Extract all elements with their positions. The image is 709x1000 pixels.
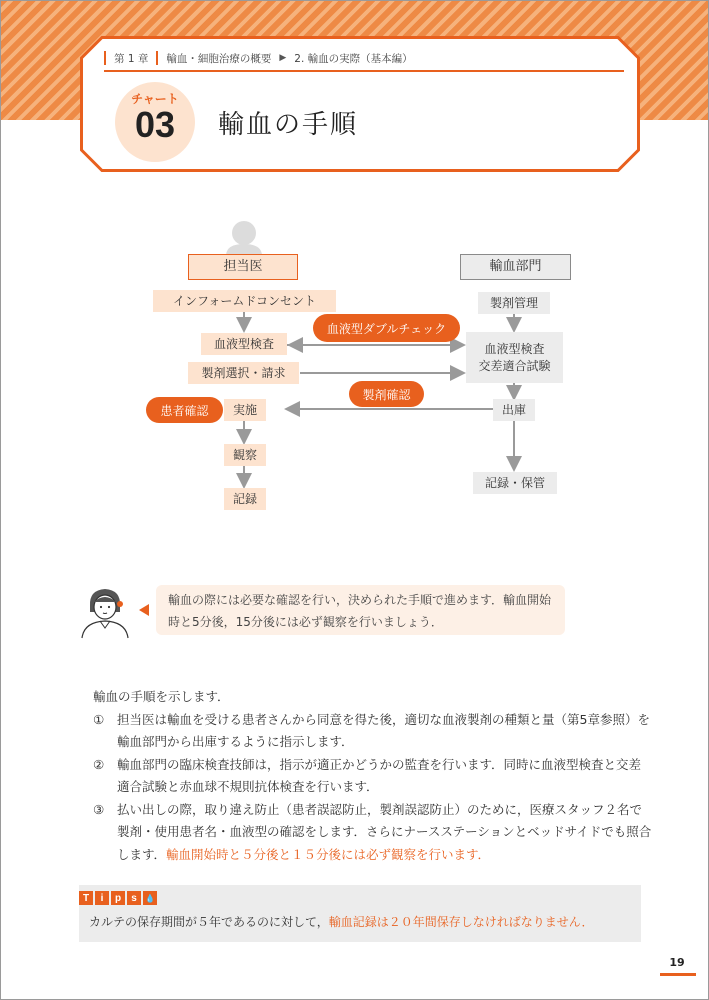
- step-record-storage: 記録・保管: [473, 472, 557, 494]
- body-item: [93, 709, 653, 754]
- doctor-header: 担当医: [188, 254, 298, 280]
- body-item: [93, 799, 653, 867]
- step-observation: 観察: [224, 444, 266, 466]
- nurse-avatar-icon: [76, 582, 134, 640]
- blood-drop-icon: 💧: [143, 891, 157, 905]
- body-item-number: ③: [93, 801, 105, 817]
- breadcrumb-arrow-icon: ▶: [279, 53, 287, 63]
- pill-blood-type-double-check: 血液型ダブルチェック: [313, 314, 460, 342]
- tips-text: [89, 913, 594, 930]
- step-record: 記録: [224, 488, 266, 510]
- body-text: [93, 686, 653, 866]
- tips-badge-letter: i: [95, 891, 109, 905]
- body-item: [93, 754, 653, 799]
- step-execution: 実施: [224, 399, 266, 421]
- body-item-content: [117, 799, 653, 867]
- body-item-number: ①: [93, 711, 105, 727]
- tips-badge-letter: s: [127, 891, 141, 905]
- tips-badge-letter: T: [79, 891, 93, 905]
- body-item-number: ②: [93, 756, 105, 772]
- tips-text-highlight: 輸血記録は２０年間保存しなければなりません．: [328, 915, 594, 929]
- body-item-highlight: 輸血開始時と５分後と１５分後には必ず観察を行います．: [166, 846, 491, 862]
- doctor-person-icon: [226, 221, 262, 256]
- chart-label: チャート: [131, 92, 179, 106]
- body-item-text: 輸血部門の臨床検査技師は，指示が適正かどうかの監査を行います．同時に血液型検査と交差適合試験と赤血球不規則抗体検査を行います．: [117, 756, 642, 794]
- chart-number: 03: [134, 104, 176, 145]
- pill-patient-check: 患者確認: [146, 397, 223, 423]
- pill-product-check: 製剤確認: [349, 381, 424, 407]
- step-product-request: 製剤選択・請求: [188, 362, 299, 384]
- step-blood-type-test: 血液型検査: [201, 333, 287, 355]
- page-number-bar: [660, 973, 696, 976]
- step-informed-consent: インフォームドコンセント: [153, 290, 336, 312]
- breadcrumb-chapter: 第 1 章: [114, 52, 149, 65]
- breadcrumb-subsection: 2. 輸血の実際（基本編）: [294, 52, 413, 65]
- page-title: 輸血の手順: [218, 110, 359, 140]
- body-item-text: 払い出しの際，取り違え防止（患者誤認防止，製剤誤認防止）のために，医療スタッフ２名で製剤・使用患者名・血液型の確認をします．さらにナースステーションとベッドサイドでも照合します．: [117, 801, 652, 862]
- body-item-text: 担当医は輸血を受ける患者さんから同意を得た後，適切な血液製剤の種類と量（第5章参照）を輸血部門から出庫するように指示します．: [117, 711, 650, 749]
- step-product-management: 製剤管理: [478, 292, 550, 314]
- tips-text-main: カルテの保存期間が５年であるのに対して，: [89, 915, 329, 929]
- body-intro: 輸血の手順を示します．: [93, 689, 230, 704]
- speech-bubble: 輸血の際には必要な確認を行い，決められた手順で進めます．輸血開始時と5分後，15分後には必ず観察を行いましょう．: [156, 585, 565, 635]
- tips-badge-letter: p: [111, 891, 125, 905]
- speech-bubble-pointer: [139, 604, 149, 616]
- blood-dept-header: 輸血部門: [460, 254, 571, 280]
- tips-badge: [79, 891, 157, 905]
- step-crossmatch-test: 血液型検査 交差適合試験: [466, 332, 563, 383]
- breadcrumb-section: 輸血・細胞治療の概要: [166, 52, 272, 65]
- page-number: 19: [669, 956, 685, 969]
- step-release: 出庫: [493, 399, 535, 421]
